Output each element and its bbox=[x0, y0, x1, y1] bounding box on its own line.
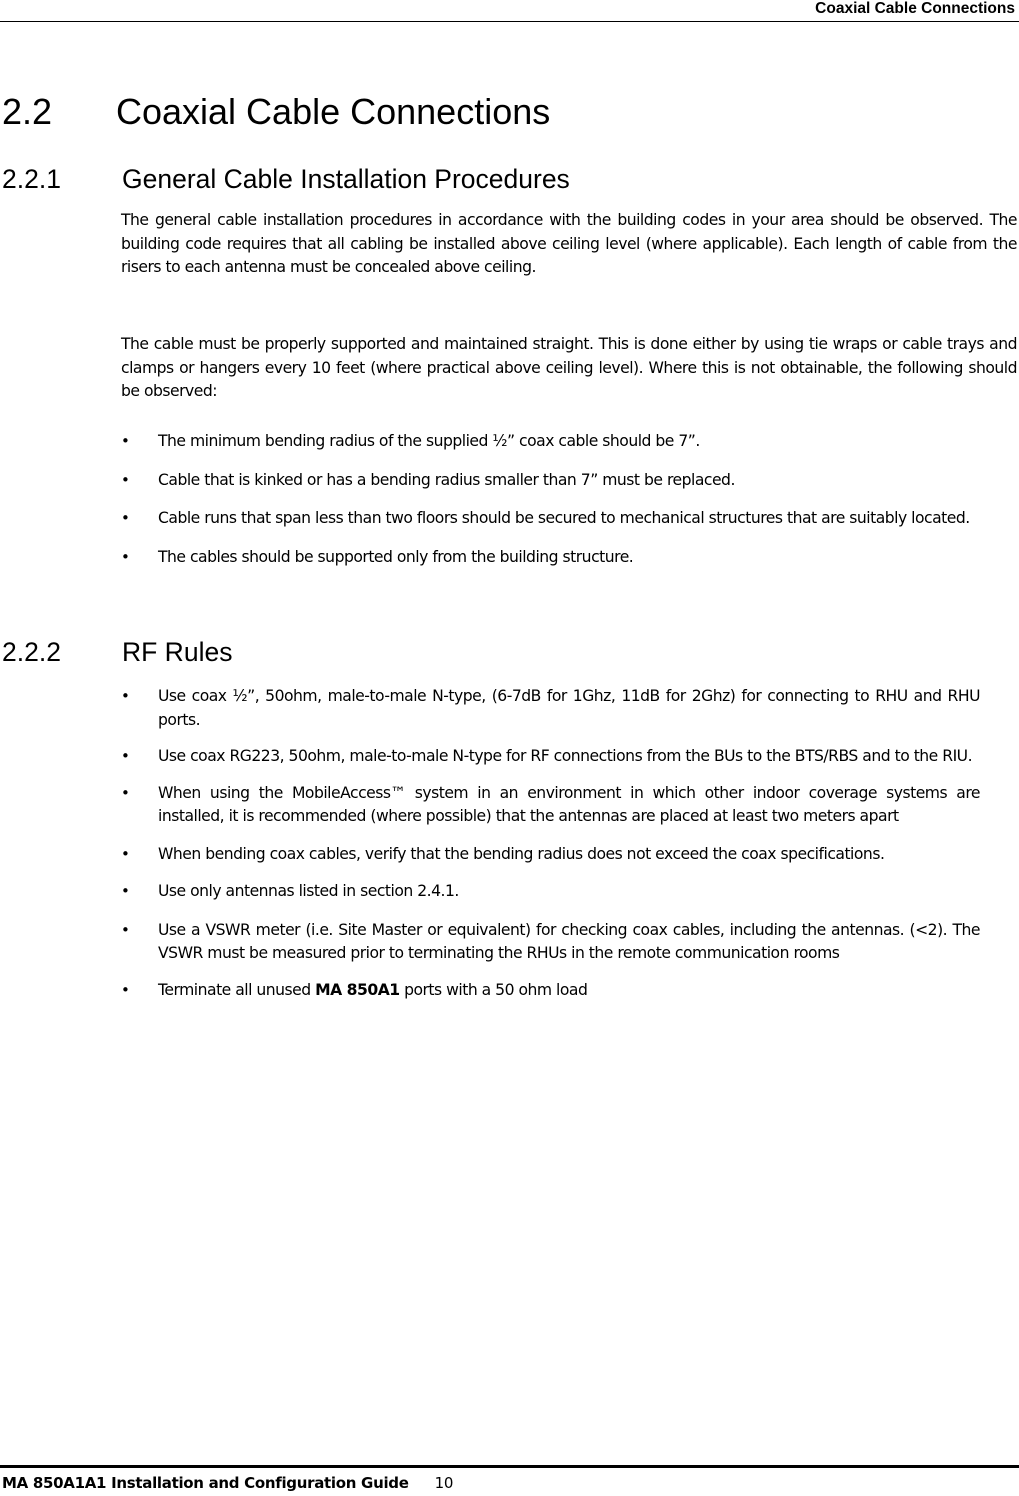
bullet-icon: • bbox=[121, 509, 130, 527]
subsection-heading-2-2-2 bbox=[2, 637, 232, 667]
section-heading bbox=[2, 92, 550, 132]
list-item: • Use only antennas listed in section 2.4.1. bbox=[121, 880, 980, 904]
page-number: 10 bbox=[434, 1474, 454, 1492]
paragraph-cable-support: The cable must be properly supported and maintained straight. This is done either by using tie wraps or cable trays and clamps or hangers every 10 feet (where practical above ceiling level). Where this is not obtainable, the following should be observed: bbox=[121, 335, 1017, 400]
list-item: • When using the MobileAccess™ system in an environment in which other indoor coverage systems are installed, it is recommended (where possible) that the antennas are placed at least two meters apart bbox=[121, 783, 980, 825]
product-name: MA 850A1 bbox=[315, 980, 400, 999]
bullet-icon: • bbox=[121, 747, 130, 765]
paragraph-building-codes: The general cable installation procedures in accordance with the building codes in your area should be observed. The building code requires that all cabling be installed above ceiling level (where applicable). Each length of cable from the risers to each antenna must be concealed above ceiling. bbox=[121, 211, 1017, 276]
list-item: • Terminate all unused MA 850A1 ports with a 50 ohm load bbox=[121, 979, 980, 1003]
bullet-icon: • bbox=[121, 920, 130, 939]
footer-rule bbox=[0, 1465, 1019, 1468]
list-item: • The cables should be supported only from the building structure. bbox=[121, 546, 980, 570]
bullet-icon: • bbox=[121, 687, 130, 705]
running-header: Coaxial Cable Connections bbox=[0, 0, 1019, 22]
bullet-icon: • bbox=[121, 980, 130, 999]
list-item: • Use coax ½”, 50ohm, male-to-male N-type, (6-7dB for 1Ghz, 11dB for 2Ghz) for connecting to RHU and RHU ports. bbox=[121, 687, 980, 729]
bullet-icon: • bbox=[121, 882, 130, 900]
cable-installation-list bbox=[121, 430, 980, 569]
subsection-title: RF Rules bbox=[122, 637, 233, 667]
section-number: 2.2 bbox=[2, 91, 53, 132]
list-item: • Cable runs that span less than two floors should be secured to mechanical structures that are suitably located. bbox=[121, 507, 980, 531]
section-title: Coaxial Cable Connections bbox=[116, 91, 551, 132]
rf-rules-list bbox=[121, 685, 980, 1002]
list-item: • The minimum bending radius of the supplied ½” coax cable should be 7”. bbox=[121, 430, 980, 454]
list-item: • Cable that is kinked or has a bending radius smaller than 7” must be replaced. bbox=[121, 469, 980, 493]
bullet-icon: • bbox=[121, 547, 130, 566]
footer-title: MA 850A1A1 Installation and Configuration Guide bbox=[2, 1474, 409, 1492]
list-item: • When bending coax cables, verify that the bending radius does not exceed the coax specifications. bbox=[121, 843, 980, 867]
footer bbox=[2, 1474, 453, 1492]
list-item: • Use coax RG223, 50ohm, male-to-male N-type for RF connections from the BUs to the BTS/RBS and to the RIU. bbox=[121, 745, 980, 769]
bullet-icon: • bbox=[121, 470, 130, 489]
bullet-icon: • bbox=[121, 432, 130, 450]
subsection-title: General Cable Installation Procedures bbox=[122, 164, 570, 194]
bullet-icon: • bbox=[121, 783, 130, 802]
subsection-number: 2.2.1 bbox=[2, 164, 61, 194]
bullet-icon: • bbox=[121, 844, 130, 863]
list-item: • Use a VSWR meter (i.e. Site Master or equivalent) for checking coax cables, including the antennas. (<2). The VSWR must be measured prior to terminating the RHUs in the remote communication rooms bbox=[121, 920, 980, 962]
subsection-heading-2-2-1 bbox=[2, 164, 570, 194]
subsection-number: 2.2.2 bbox=[2, 637, 61, 667]
